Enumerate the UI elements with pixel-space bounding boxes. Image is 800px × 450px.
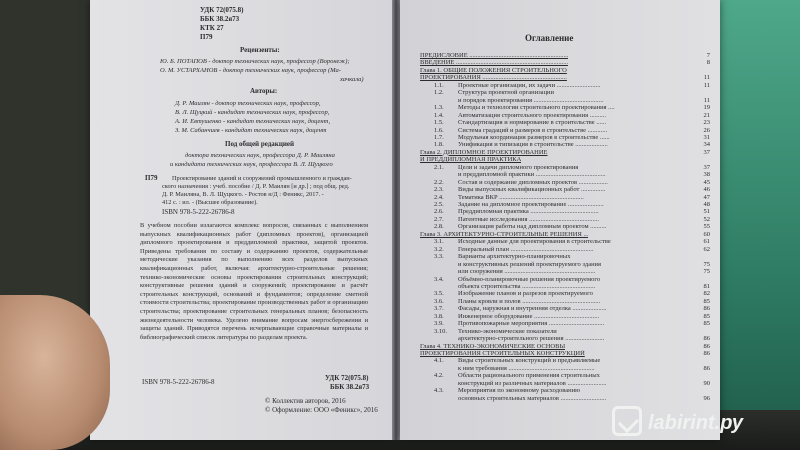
toc-number: 1.7. bbox=[434, 133, 444, 141]
toc-page: 75 bbox=[703, 268, 710, 276]
toc-text: и преддипломной практики ........................................... bbox=[458, 171, 606, 179]
toc-text: Глава 3. АРХИТЕКТУРНО-СТРОИТЕЛЬНЫЕ РЕШЕНИЯ ... bbox=[420, 230, 589, 238]
copyright-authors: © Коллектив авторов, 2016 bbox=[265, 397, 346, 405]
toc-number: 2.4. bbox=[434, 193, 444, 201]
toc-text: Модульная координация размеров в строительстве ...... bbox=[458, 133, 610, 141]
toc-text: ПРОЕКТИРОВАНИЯ .................................................... bbox=[420, 74, 567, 82]
isbn-bottom: ISBN 978-5-222-26786-8 bbox=[142, 378, 215, 386]
toc-number: 1.1. bbox=[434, 81, 444, 89]
toc-page: 11 bbox=[703, 96, 710, 104]
reviewer-1: Ю. Б. ПОТАПОВ - доктор технических наук, профессор (Воронеж); bbox=[160, 58, 350, 65]
toc-text: Изображение планов и разрезов проектируемого bbox=[458, 290, 593, 298]
toc-text: Состав и содержание дипломных проектов .................. bbox=[458, 178, 608, 186]
toc-number: 1.4. bbox=[434, 111, 444, 119]
toc-page: 86 bbox=[703, 342, 710, 350]
toc-page: 52 bbox=[703, 215, 710, 223]
toc-page: 37 bbox=[703, 148, 710, 156]
toc-number: 1.2. bbox=[434, 89, 444, 97]
toc-page: 11 bbox=[703, 74, 710, 82]
toc-page: 86 bbox=[703, 350, 710, 357]
editors-2: и кандидата технических наук, профессора В. Л. Щуцкого bbox=[170, 161, 333, 168]
abstract: В учебном пособии излагаются комплекс вопросов, связанных с выполнением выпускных квалификационных работ (дипломных проектов), организацией дипломного проектирования и преддипломной практики, защитой проектов. Приведены требования по составу и содержанию проектов, содержательные методические указания по выполнению всех разделов выпускных квалификационных работ, включая: архитектурно-строительные решения; технико-экономические основы проектирования строительных конструкций; конструктивные решения зданий и сооружений; проектирование и расчёт строительных конструкций, оснований и фундаментов; определение сметной стоимости строительства; проектирование производственных работ и организацию строительства; проектирование строительных генеральных планов; безопасность жизнедеятельности человека. Уделено внимание вопросам энергосбережения и защиты зданий. Приводятся перечень исчерпывающие справочные материалы и библиографический список литературы по разделам проекта. bbox=[140, 222, 368, 341]
editors-1: доктора технических наук, профессора Д. Р. Маиляна bbox=[185, 152, 335, 159]
toc-page: 7 bbox=[706, 52, 710, 59]
isbn-top: ISBN 978-5-222-26786-8 bbox=[162, 208, 235, 216]
toc-text: Преддипломная практика .......................................... bbox=[458, 208, 599, 216]
toc-page: 82 bbox=[703, 290, 710, 298]
toc-number: 4.1. bbox=[434, 357, 444, 365]
toc-number: 2.5. bbox=[434, 201, 444, 208]
reviewer-2: О. М. УСТАРХАНОВ - доктор технических наук, профессор (Ма- bbox=[160, 67, 341, 74]
toc-page: 61 bbox=[703, 238, 710, 246]
toc-number: 2.8. bbox=[434, 223, 444, 231]
toc-page: 11 bbox=[703, 81, 710, 89]
toc-number: 3.4. bbox=[434, 275, 444, 283]
code-biblio: П79 bbox=[145, 174, 158, 182]
toc-number: 3.2. bbox=[434, 245, 444, 253]
toc-text: Глава 2. ДИПЛОМНОЕ ПРОЕКТИРОВАНИЕ bbox=[420, 148, 548, 156]
toc-page: 21 bbox=[703, 111, 710, 119]
toc-number: 2.1. bbox=[434, 163, 444, 171]
toc-number: 1.8. bbox=[434, 141, 444, 149]
toc-text: Планы кровли и полов ................................................ bbox=[458, 297, 601, 305]
toc-page: 8 bbox=[706, 59, 710, 67]
toc-text: Система градаций и размеров в строительстве ............ bbox=[458, 126, 608, 134]
toc-number: 1.5. bbox=[434, 119, 444, 127]
check-logo-icon bbox=[612, 406, 642, 436]
toc-page: 47 bbox=[703, 193, 710, 201]
toc-number: 3.8. bbox=[434, 312, 444, 320]
toc-text: Исходные данные для проектирования в строительстве bbox=[458, 238, 611, 246]
reviewers-title: Рецензенты: bbox=[240, 46, 280, 54]
reviewer-2-cont: хачкала) bbox=[340, 76, 364, 83]
toc-text: Проектные организации, их задачи ........................... bbox=[458, 81, 601, 89]
author-1: Д. Р. Маилян - доктор технических наук, профессор, bbox=[175, 100, 321, 107]
toc-page: 26 bbox=[703, 126, 710, 134]
toc-text: Противопожарные мероприятия .................................. bbox=[458, 320, 605, 328]
biblio-2: ского назначения : учеб. пособие / Д. Р. Маилян [и др.] ; под общ. ред. bbox=[162, 183, 350, 190]
background-green bbox=[710, 0, 800, 450]
toc-page: 96 bbox=[703, 394, 710, 402]
toc-page: 23 bbox=[703, 119, 710, 127]
toc-page: 86 bbox=[703, 364, 710, 372]
toc-text: Виды строительных конструкций и предъявляемые bbox=[458, 357, 601, 365]
toc-page: 60 bbox=[703, 230, 710, 238]
toc-number: 4.2. bbox=[434, 372, 444, 380]
toc-number: 1.3. bbox=[434, 104, 444, 112]
toc-number: 2.2. bbox=[434, 178, 444, 186]
bbk: ББК 38.2я73 bbox=[200, 15, 240, 23]
toc-text: Области рационального применения строительных bbox=[458, 372, 600, 380]
toc-text: и порядок проектирования ........................................... bbox=[458, 96, 604, 104]
code: П79 bbox=[200, 33, 213, 41]
toc-text: Мероприятия по экономному расходованию bbox=[458, 387, 580, 395]
toc-page: 81 bbox=[703, 282, 710, 290]
toc-page: 19 bbox=[703, 104, 710, 112]
toc-page: 48 bbox=[703, 201, 710, 208]
toc-text: Структура проектной организации bbox=[458, 89, 555, 97]
toc-number: 2.3. bbox=[434, 186, 444, 194]
toc-text: Глава 4. ТЕХНИКО-ЭКОНОМИЧЕСКИЕ ОСНОВЫ bbox=[420, 342, 566, 350]
toc-number: 3.5. bbox=[434, 290, 444, 298]
toc-text: конструкций из различных материалов ........................ bbox=[458, 379, 607, 387]
copyright-design: © Оформление: ООО «Феникс», 2016 bbox=[265, 406, 378, 414]
author-2: В. Л. Щуцкий - кандидат технических наук, профессор, bbox=[175, 109, 330, 116]
toc-text: Стандартизация и нормирование в строительстве ...... bbox=[458, 119, 607, 127]
toc-number: 2.7. bbox=[434, 215, 444, 223]
toc-text: Цели и задачи дипломного проектирования bbox=[458, 163, 579, 171]
authors-title: Авторы: bbox=[250, 87, 278, 95]
toc-text: И ПРЕДДИПЛОМНАЯ ПРАКТИКА bbox=[420, 156, 522, 164]
toc-page: 90 bbox=[703, 379, 710, 387]
watermark: labirint.ру bbox=[648, 412, 744, 434]
bbk-bottom: ББК 38.2я73 bbox=[330, 383, 370, 391]
udk-bottom: УДК 72(075.8) bbox=[325, 374, 369, 382]
toc-text: Тематика ВКР .................................................... bbox=[458, 193, 584, 201]
author-4: З. М. Сабанчиев - кандидат технических наук, доцент bbox=[175, 127, 327, 134]
toc-text: и конструктивных решений проектируемого здания bbox=[458, 260, 602, 268]
biblio-3: Д. Р. Маиляна, В. Л. Щуцкого. - Ростов н/Д : Феникс, 2017. - bbox=[162, 191, 324, 198]
toc-text: Виды выпускных квалификационных работ ............... bbox=[458, 186, 606, 194]
toc-number: 3.9. bbox=[434, 320, 444, 328]
toc-text: Патентные исследования ........................................... bbox=[458, 215, 599, 223]
toc-text: Варианты архитектурно-планировочных bbox=[458, 253, 571, 261]
toc-number: 1.6. bbox=[434, 126, 444, 134]
udk: УДК 72(075.8) bbox=[200, 6, 244, 14]
toc-number: 3.7. bbox=[434, 305, 444, 313]
toc-text: ПРОЕКТИРОВАНИЯ СТРОИТЕЛЬНЫХ КОНСТРУКЦИЙ bbox=[420, 350, 585, 357]
toc-text: Организация работы над дипломным проектом .......... bbox=[458, 223, 607, 231]
toc-page: 85 bbox=[703, 297, 710, 305]
toc-page: 62 bbox=[703, 245, 710, 253]
toc-page: 37 bbox=[703, 163, 710, 171]
toc-text: Генеральный план ................................................... bbox=[458, 245, 594, 253]
toc-text: Глава 1. ОБЩИЕ ПОЛОЖЕНИЯ СТРОИТЕЛЬНОГО bbox=[420, 66, 567, 74]
toc-page: 85 bbox=[703, 312, 710, 320]
toc-page: 51 bbox=[703, 208, 710, 216]
toc-page: 86 bbox=[703, 305, 710, 313]
toc-page: 38 bbox=[703, 171, 710, 179]
toc-number: 3.6. bbox=[434, 297, 444, 305]
toc-number: 4.3. bbox=[434, 387, 444, 395]
toc-text: к ним требования ..................................................... bbox=[458, 364, 595, 372]
toc-text: Унификация и типизация в строительстве .................... bbox=[458, 141, 608, 149]
toc-text: Фасады, наружная и внутренняя отделка ..................... bbox=[458, 305, 607, 313]
toc-text: ВВЕДЕНИЕ ..................................................................... bbox=[420, 59, 569, 67]
toc-page: 75 bbox=[703, 260, 710, 268]
toc-text: архитектурно-строительного решения ........................ bbox=[458, 335, 605, 343]
toc-page: 55 bbox=[703, 223, 710, 231]
toc-page: 34 bbox=[703, 141, 710, 149]
toc-text: ПРЕДИСЛОВИЕ ............................................................. bbox=[420, 52, 569, 59]
toc-page: 86 bbox=[703, 335, 710, 343]
toc-number: 2.6. bbox=[434, 208, 444, 216]
toc-text: Методы и технологии строительного проектирования .... bbox=[458, 104, 615, 112]
toc-title: Оглавление bbox=[525, 33, 574, 43]
editors-title: Под общей редакцией bbox=[225, 140, 295, 148]
biblio-4: 412 с. : ил. - (Высшее образование). bbox=[162, 199, 258, 206]
toc-page: 45 bbox=[703, 178, 710, 186]
toc-page: 31 bbox=[703, 133, 710, 141]
toc-text: Задание на дипломное проектирование ...................... bbox=[458, 201, 604, 208]
toc-text: Автоматизация строительного проектирования .......... bbox=[458, 111, 606, 119]
toc-page: 85 bbox=[703, 320, 710, 328]
toc-page: 46 bbox=[703, 186, 710, 194]
toc-number: 3.1. bbox=[434, 238, 444, 246]
toc-text: Инженерное оборудование ........................................ bbox=[458, 312, 600, 320]
toc-text: Объёмно-планировочные решения проектируемого bbox=[458, 275, 601, 283]
biblio-1: Проектирование зданий и сооружений промышленного и граждан- bbox=[172, 175, 352, 182]
toc-text: объекта строительства ............................................. bbox=[458, 282, 596, 290]
toc-text: Технико-экономические показатели bbox=[458, 327, 557, 335]
toc-number: 3.10. bbox=[434, 327, 447, 335]
ktk: КТК 27 bbox=[200, 24, 224, 32]
toc-number: 3.3. bbox=[434, 253, 444, 261]
author-3: А. И. Евтушенко - кандидат технических наук, доцент, bbox=[175, 118, 331, 125]
toc-text: основных строительных материалов ............................ bbox=[458, 394, 607, 402]
toc-text: или сооружения ........................................................ bbox=[458, 268, 596, 276]
book-gutter bbox=[392, 0, 400, 440]
